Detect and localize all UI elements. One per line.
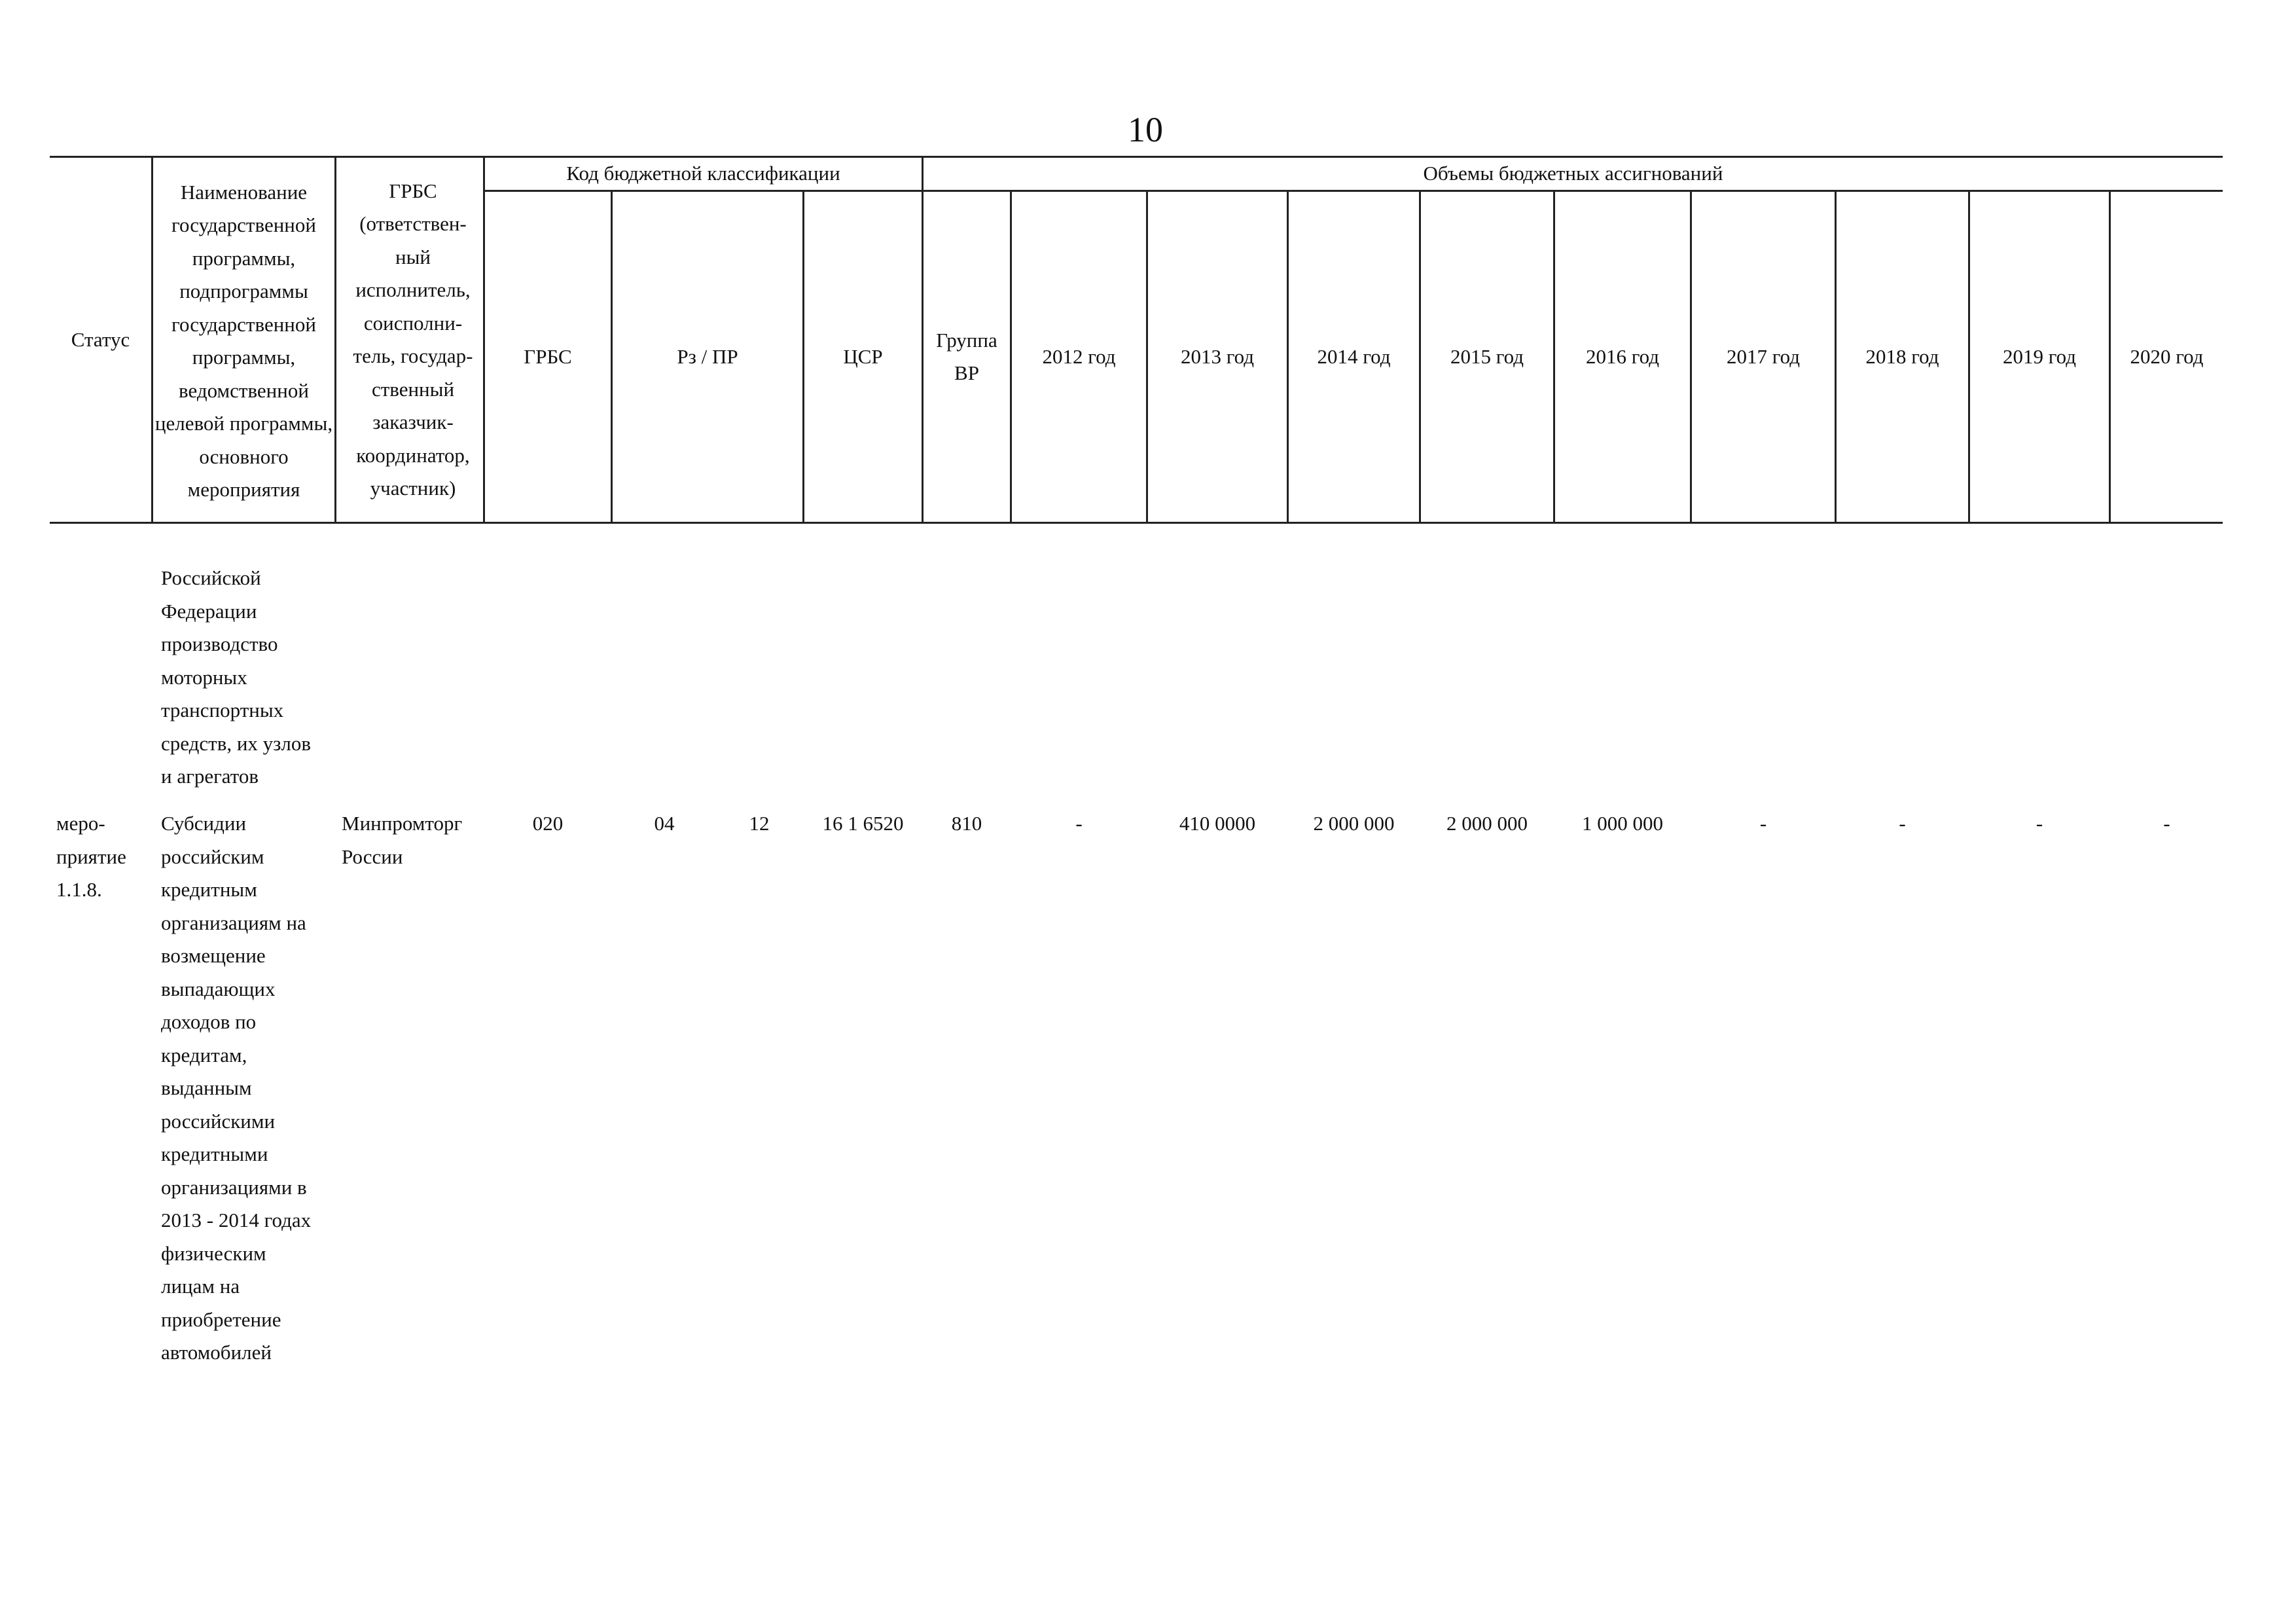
header-rz-pr: Рз / ПР (677, 344, 738, 368)
header-year: 2017 год (1726, 344, 1801, 368)
row-value: 2 000 000 (1313, 812, 1395, 835)
row-name: Субсидии российским кредитным организациям на возмещение выпадающих доходов по кредитам, выданным российскими кредитными организациями в 2013 - 2014 годах физическим лицам на приобретение автомобилей (161, 812, 312, 1364)
header-year: 2012 год (1042, 344, 1116, 368)
header-status: Статус (71, 327, 130, 351)
header-year: 2016 год (1585, 344, 1660, 368)
header-year: 2018 год (1865, 344, 1939, 368)
row-rz: 04 (654, 812, 675, 835)
header-budget-code-group: Код бюджетной классификации (566, 162, 840, 185)
header-allocations-group: Объемы бюджетных ассигнований (1423, 162, 1723, 185)
row-pr: 12 (749, 812, 770, 835)
row-value: 1 000 000 (1582, 812, 1663, 835)
header-csr: ЦСР (843, 344, 883, 368)
col-divider (334, 156, 336, 524)
page-number: 10 (1128, 110, 1163, 149)
row-status: меро- приятие 1.1.8. (56, 812, 126, 901)
header-program-name: Наименование государственной программы, подпрограммы государственной программы, ведомственной целевой программы, основного мероприятия (154, 180, 333, 501)
header-year: 2014 год (1317, 344, 1391, 368)
row-csr: 16 1 6520 (822, 812, 904, 835)
header-vr-group: Группа ВР (936, 328, 997, 384)
header-year: 2013 год (1180, 344, 1255, 368)
row-grbs-role: Минпромторг России (342, 812, 463, 868)
header-grbs: ГРБС (524, 344, 572, 368)
row-grbs: 020 (532, 812, 564, 835)
row-value: 410 0000 (1179, 812, 1256, 835)
row-value: - (2036, 812, 2043, 835)
row-value: - (2163, 812, 2170, 835)
row-value: - (1759, 812, 1767, 835)
header-year: 2019 год (2002, 344, 2077, 368)
header-year: 2015 год (1450, 344, 1524, 368)
table-header-bottom-rule (50, 522, 2223, 524)
row-value: 2 000 000 (1446, 812, 1528, 835)
continuation-text: Российской Федерации производство моторных транспортных средств, их узлов и агрегатов (161, 566, 312, 788)
row-value: - (1075, 812, 1083, 835)
header-grbs-role: ГРБС (ответствен-ный исполнитель, соисполни-тель, государ-ственный заказчик-координатор, участник) (353, 179, 473, 500)
row-vr: 810 (951, 812, 982, 835)
header-year: 2020 год (2130, 344, 2204, 368)
row-value: - (1899, 812, 1906, 835)
